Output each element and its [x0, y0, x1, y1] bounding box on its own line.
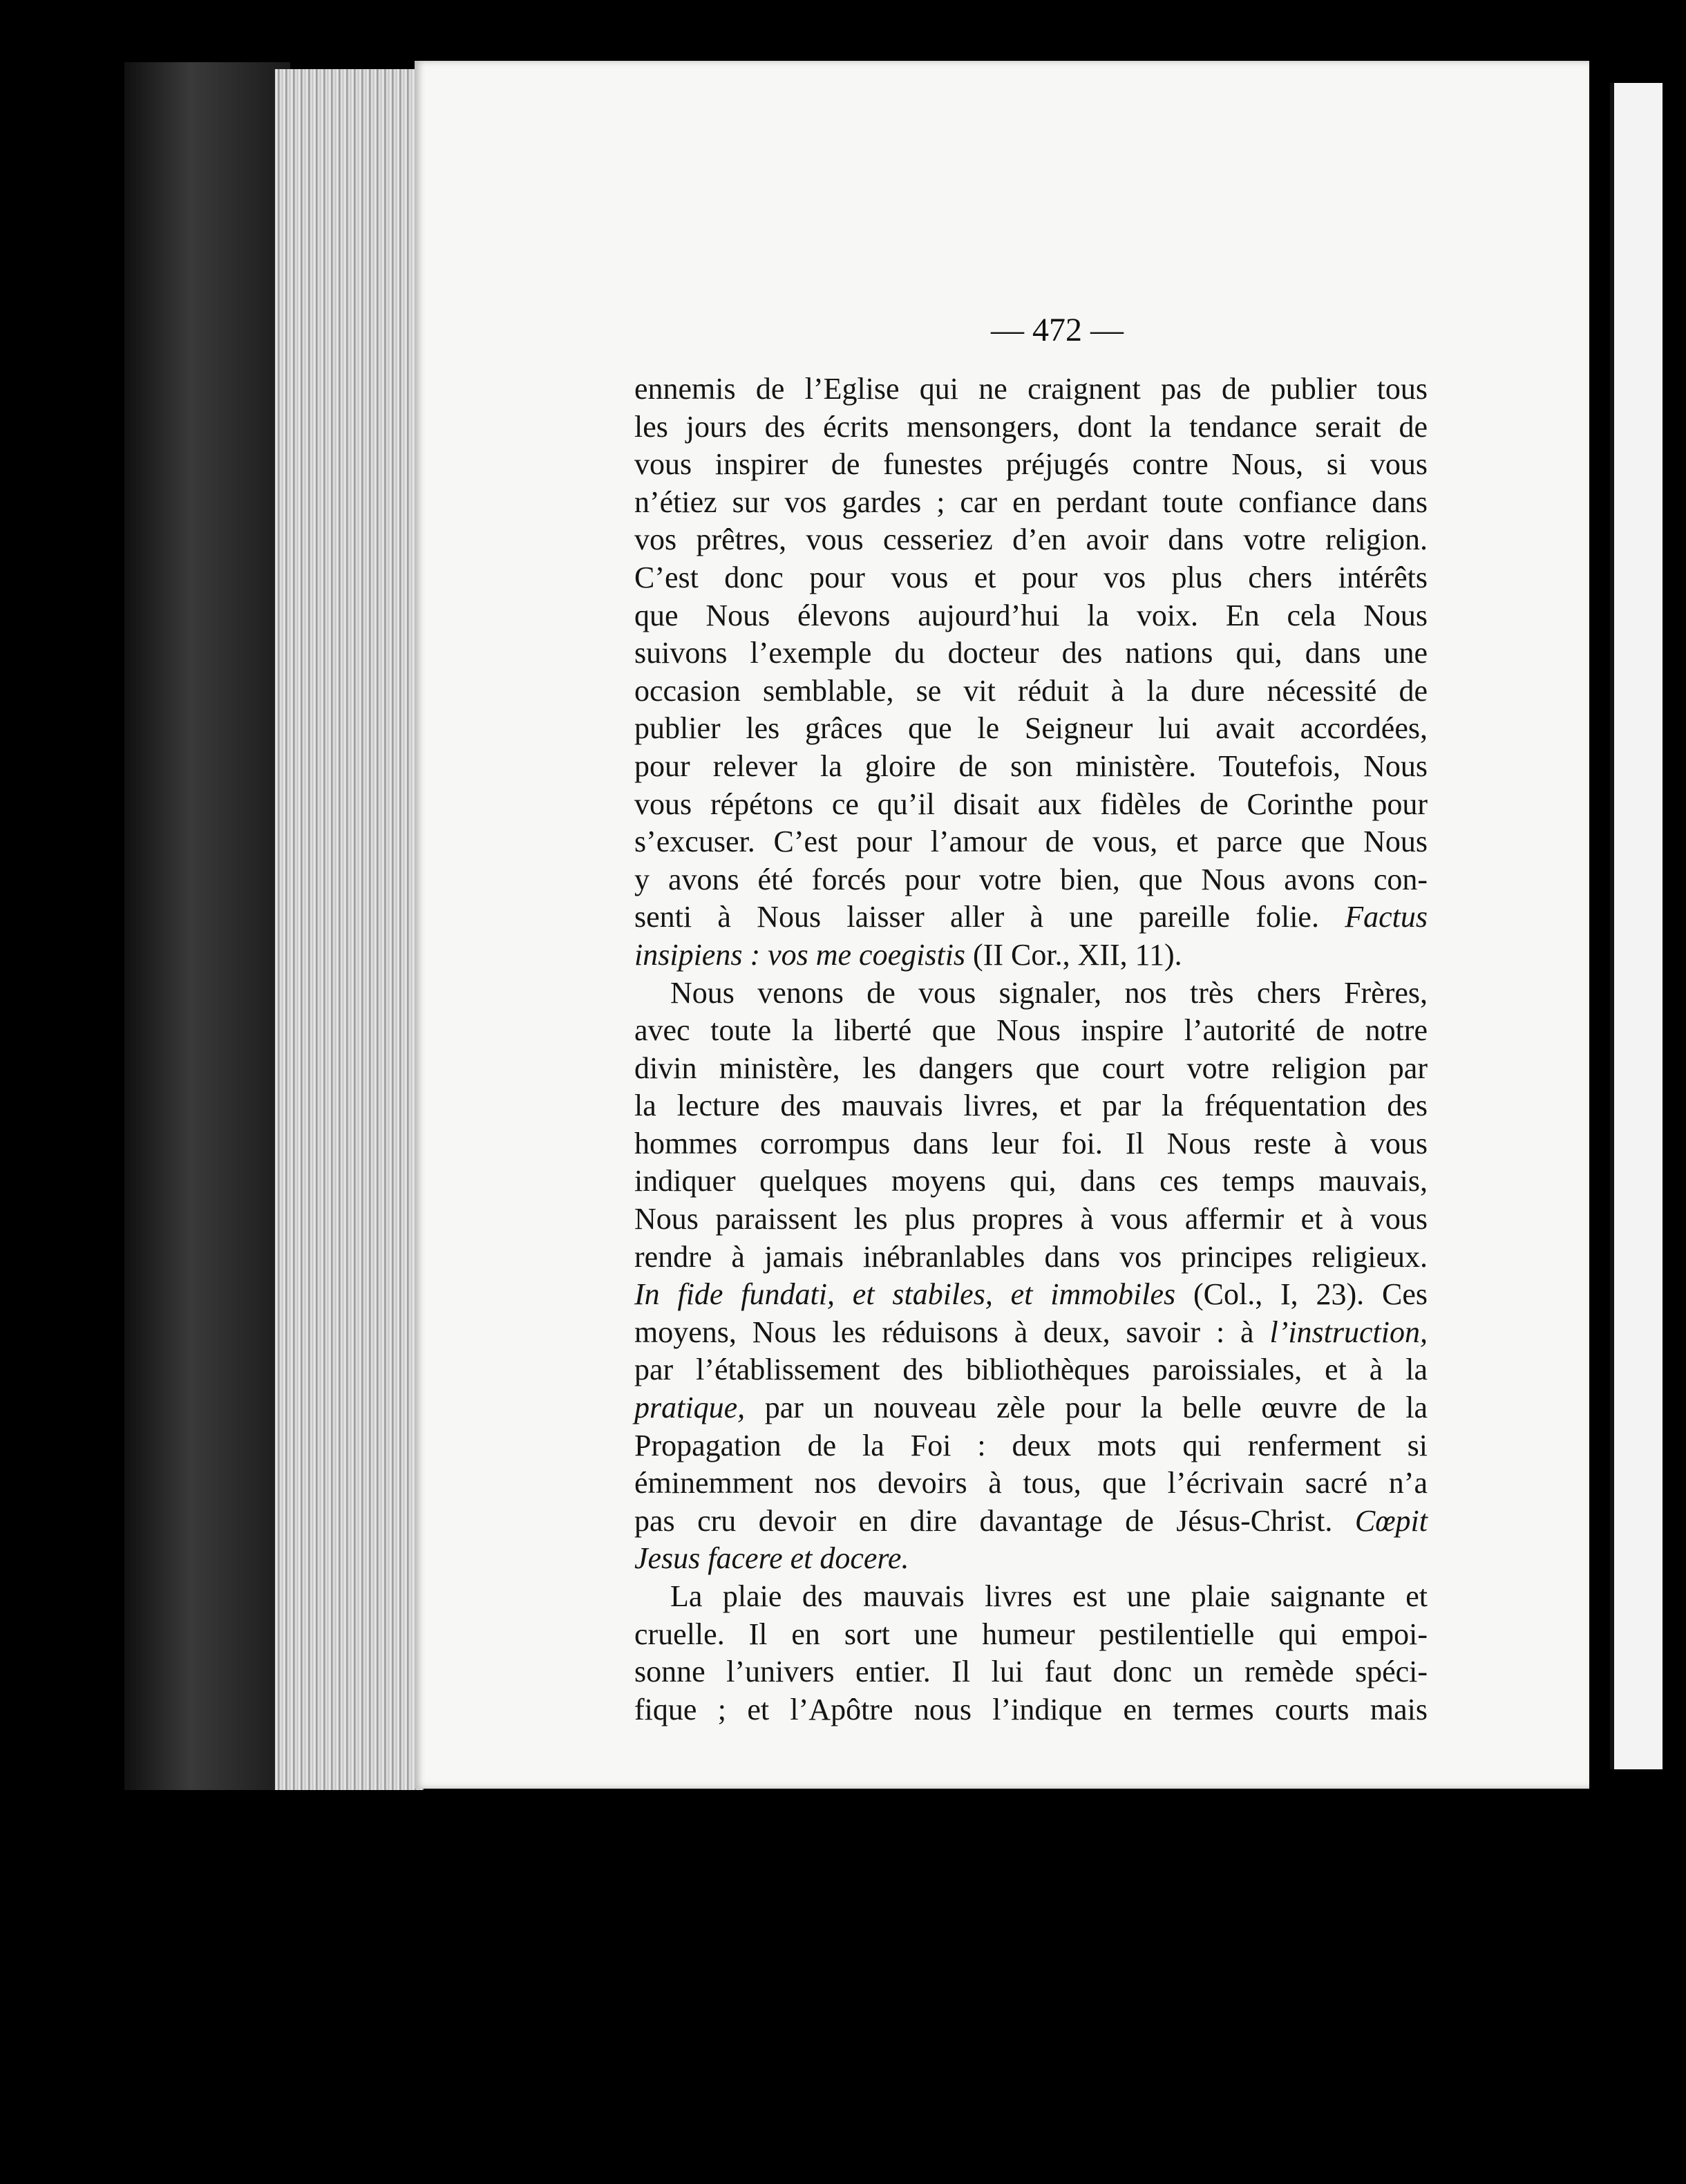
- text-line: [634, 1691, 1428, 1729]
- text-line: [634, 484, 1428, 522]
- text-segment: cruelle. Il en sort une humeur pestilentielle qui empoi-: [634, 1617, 1428, 1651]
- text-segment: senti à Nous laisser aller à une pareille folie.: [634, 900, 1345, 934]
- text-segment: La plaie des mauvais livres est une plaie saignante et: [670, 1579, 1428, 1613]
- text-segment: que Nous élevons aujourd’hui la voix. En cela Nous: [634, 598, 1428, 632]
- text-segment: divin ministère, les dangers que court votre religion par: [634, 1051, 1428, 1085]
- text-line: [634, 1653, 1428, 1691]
- text-line: [634, 1012, 1428, 1050]
- text-line: [634, 1087, 1428, 1125]
- text-line: [634, 1540, 1428, 1578]
- text-segment: éminemment nos devoirs à tous, que l’écrivain sacré n’a: [634, 1466, 1428, 1500]
- text-segment: y avons été forcés pour votre bien, que Nous avons con-: [634, 862, 1428, 896]
- body-text: [634, 370, 1428, 1729]
- page-edges: [273, 69, 424, 1790]
- text-segment: moyens, Nous les réduisons à deux, savoir : à: [634, 1315, 1270, 1349]
- text-line: [634, 823, 1428, 861]
- text-line: [634, 1162, 1428, 1201]
- text-segment: indiquer quelques moyens qui, dans ces temps mauvais,: [634, 1164, 1428, 1198]
- text-segment: (Col., I, 23). Ces: [1175, 1277, 1428, 1312]
- text-line: [634, 408, 1428, 446]
- text-line: [634, 1578, 1428, 1616]
- text-line: [634, 1276, 1428, 1314]
- text-line: [634, 786, 1428, 824]
- text-segment: (II Cor., XII, 11).: [965, 937, 1182, 972]
- text-line: [634, 1427, 1428, 1465]
- text-segment: sonne l’univers entier. Il lui faut donc un remède spéci-: [634, 1655, 1428, 1689]
- text-line: [634, 446, 1428, 484]
- text-segment: vous inspirer de funestes préjugés contre Nous, si vous: [634, 447, 1428, 482]
- text-segment: pas cru devoir en dire davantage de Jésus-Christ.: [634, 1503, 1355, 1538]
- text-line: [634, 521, 1428, 559]
- text-line: [634, 672, 1428, 710]
- facing-page-edge: [1610, 83, 1663, 1769]
- text-line: [634, 898, 1428, 936]
- text-segment: vous répétons ce qu’il disait aux fidèles de Corinthe pour: [634, 787, 1428, 821]
- italic-text-segment: pratique,: [634, 1391, 746, 1425]
- text-line: [634, 1125, 1428, 1163]
- text-line: [634, 1050, 1428, 1088]
- text-line: [634, 370, 1428, 408]
- text-segment: C’est donc pour vous et pour vos plus chers intérêts: [634, 560, 1428, 594]
- italic-text-segment: Jesus facere et docere.: [634, 1541, 909, 1576]
- text-segment: pour relever la gloire de son ministère. Toutefois, Nous: [634, 749, 1428, 783]
- text-segment: vos prêtres, vous cesseriez d’en avoir dans votre religion.: [634, 523, 1428, 557]
- text-line: [634, 634, 1428, 672]
- text-line: [634, 1239, 1428, 1277]
- text-segment: occasion semblable, se vit réduit à la dure nécessité de: [634, 673, 1428, 708]
- text-line: [634, 559, 1428, 597]
- text-line: [634, 1201, 1428, 1239]
- text-segment: par un nouveau zèle pour la belle œuvre de la: [745, 1391, 1428, 1425]
- text-segment: rendre à jamais inébranlables dans vos principes religieux.: [634, 1239, 1428, 1274]
- text-line: [634, 1389, 1428, 1427]
- book-cover-edge: [124, 62, 290, 1790]
- text-line: [634, 710, 1428, 748]
- text-segment: les jours des écrits mensongers, dont la tendance serait de: [634, 409, 1428, 444]
- italic-text-segment: In fide fundati, et stabiles, et immobiles: [634, 1277, 1176, 1312]
- text-segment: la lecture des mauvais livres, et par la fréquentation des: [634, 1089, 1428, 1123]
- text-segment: s’excuser. C’est pour l’amour de vous, et parce que Nous: [634, 825, 1428, 859]
- text-line: [634, 936, 1428, 975]
- text-line: [634, 1616, 1428, 1654]
- text-segment: Nous paraissent les plus propres à vous affermir et à vous: [634, 1202, 1428, 1236]
- text-line: [634, 1465, 1428, 1503]
- text-line: [634, 861, 1428, 899]
- italic-text-segment: insipiens : vos me coegistis: [634, 937, 966, 972]
- text-segment: suivons l’exemple du docteur des nations qui, dans une: [634, 636, 1428, 670]
- text-line: [634, 597, 1428, 635]
- text-line: [634, 1351, 1428, 1389]
- page-number: — 472 —: [991, 312, 1124, 348]
- italic-text-segment: l’instruction,: [1269, 1315, 1428, 1349]
- text-segment: fique ; et l’Apôtre nous l’indique en termes courts mais: [634, 1692, 1428, 1726]
- text-line: [634, 748, 1428, 786]
- text-segment: publier les grâces que le Seigneur lui avait accordées,: [634, 711, 1428, 746]
- text-line: [634, 1503, 1428, 1541]
- text-segment: n’étiez sur vos gardes ; car en perdant toute confiance dans: [634, 484, 1428, 519]
- text-segment: hommes corrompus dans leur foi. Il Nous reste à vous: [634, 1126, 1428, 1160]
- text-segment: ennemis de l’Eglise qui ne craignent pas de publier tous: [634, 372, 1428, 406]
- text-segment: avec toute la liberté que Nous inspire l’autorité de notre: [634, 1013, 1428, 1048]
- text-segment: Propagation de la Foi : deux mots qui renferment si: [634, 1428, 1428, 1462]
- italic-text-segment: Factus: [1345, 900, 1428, 934]
- text-segment: Nous venons de vous signaler, nos très chers Frères,: [670, 975, 1428, 1010]
- italic-text-segment: Cœpit: [1354, 1503, 1428, 1538]
- text-line: [634, 1314, 1428, 1352]
- text-segment: par l’établissement des bibliothèques paroissiales, et à la: [634, 1353, 1428, 1387]
- text-line: [634, 975, 1428, 1013]
